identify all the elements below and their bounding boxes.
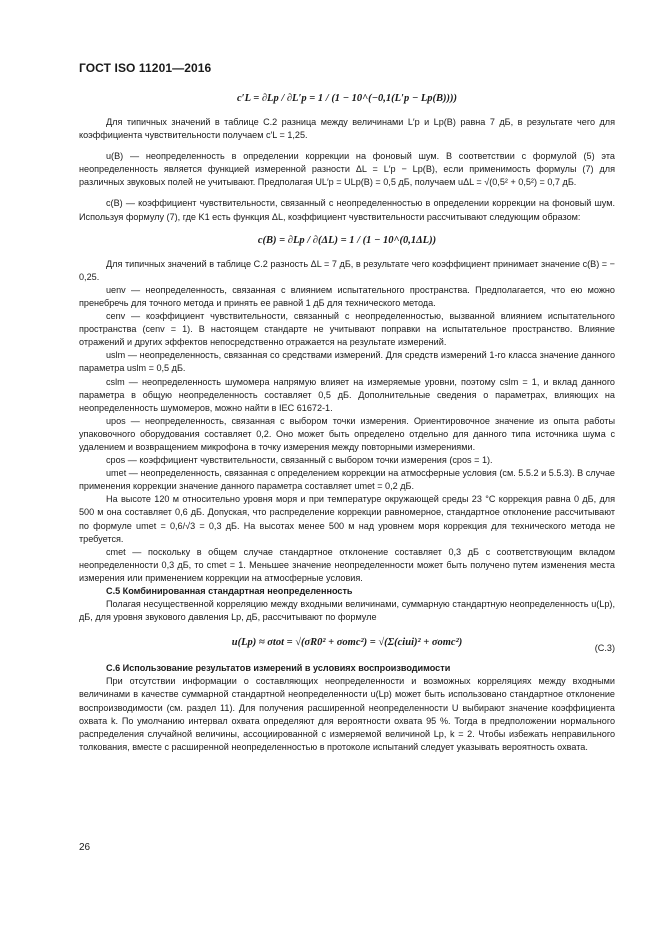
paragraph: cpos — коэффициент чувствительности, связанный с выбором точки измерения (cpos = 1). — [106, 455, 493, 466]
paragraph: cenv — коэффициент чувствительности, связанный с неопределенностью, вызванной влиянием испытательного пространства (cenv = 1). В настоящем стандарте не учитывают поправки на испытательное пространство. Влияние отражений и других эффектов непосредственно отражается на результате измерений. — [79, 311, 615, 348]
paragraph: cmet — поскольку в общем случае стандартное отклонение составляет 0,3 дБ с соответствующим вкладом неопределенности 0,3 дБ, то cmet = 1. Меньшее значение неопределенности может быть получено путем изменения места измерения или применением коррекции на атмосферные условия. — [79, 546, 615, 583]
formula-number: (С.3) — [594, 643, 615, 654]
paragraph: На высоте 120 м относительно уровня моря и при температуре окружающей среды 23 °C коррекция равна 0 дБ, для 500 м она составляет 0,6 дБ. Допуская, что распределение коррекции равномерное, стандартное отклонение рассчитывают по формуле umet = 0,6/√3 = 0,3 дБ. На высотах менее 500 м над уровнем моря коррекция для технического метода не требуется. — [79, 494, 615, 544]
paragraph: cslm — неопределенность шумомера напрямую влияет на измеряемые уровни, поэтому cslm = 1, и вклад данного параметра в общую неопределенность составляет 0,5 дБ. Дополнительные сведения о параметрах, влияющих на неопределенность шумомеров, можно найти в IEC 61672-1. — [79, 376, 615, 413]
formula-sensitivity-coefficient-b: c(B) = ∂Lp / ∂(ΔL) = 1 / (1 − 10^(0,1ΔL)) — [257, 234, 437, 246]
page-header: ГОСТ ISO 11201—2016 — [79, 61, 212, 75]
paragraph: Полагая несущественной корреляцию между входными величинами, суммарную стандартную неопределенность u(Lp), дБ, для уровня звукового давления Lp, дБ, рассчитывают по формуле — [79, 599, 615, 623]
formula-combined-uncertainty — [79, 636, 615, 654]
paragraph: uslm — неопределенность, связанная со средствами измерений. Для средств измерений 1-го класса значение данного параметра uslm = 0,5 дБ. — [79, 350, 615, 374]
paragraph: upos — неопределенность, связанная с выбором точки измерения. Ориентировочное значение из опыта работы упаковочного оборудования составляет 0,2. Оно может быть определено отдельно для данного типа источника шума с удалением и возвращением микрофона в точку измерения между повторными измерениями. — [79, 415, 615, 452]
paragraph: u(B) — неопределенность в определении коррекции на фоновый шум. В соответствии с формулой (5) эта неопределенность является функцией измеренной разности ΔL = L′p − Lp(B), если применимость формулы (7) для различных звуковых полей не учитывают. Предполагая UL′p = ULp(B) = 0,5 дБ, получаем uΔL = √(0,5² + 0,5²) = 0,7 дБ. — [79, 151, 615, 188]
formula-expression: u(Lp) ≈ σtot = √(σR0² + σomc²) = √(Σ(ciui)² + σomc²) — [231, 637, 463, 649]
page-number: 26 — [79, 842, 91, 853]
page-content — [79, 88, 615, 754]
section-heading: С.5 Комбинированная стандартная неопределенность — [106, 586, 353, 596]
formula-sensitivity-coefficient-l: c′L = ∂Lp / ∂L′p = 1 / (1 − 10^(−0,1(L′p − Lp(B)))) — [236, 93, 458, 104]
paragraph: При отсутствии информации о составляющих неопределенности и возможных корреляциях между входными величинами в качестве суммарной стандартной неопределенности u(Lp) может быть использовано стандартное отклонение воспроизводимости (см. раздел 11). Для получения расширенной неопределенности U выбирают значение коэффициента охвата k. По умолчанию интервал охвата определяют для вероятности охвата 95 %. Тогда в предположении нормального распределения случайной величины, ассоциированной с измеряемой величиной Lp, k = 2. Чтобы избежать неправильного толкования, вместе с расширенной неопределенностью в протоколе испытаний следует указывать вероятность охвата. — [79, 676, 615, 752]
section-heading: С.6 Использование результатов измерений в условиях воспроизводимости — [106, 663, 451, 674]
paragraph: Для типичных значений в таблице С.2 разница между величинами L′p и Lp(B) равна 7 дБ, в результате чего для коэффициента чувствительности получаем c′L = 1,25. — [79, 117, 615, 141]
paragraph: uenv — неопределенность, связанная с влиянием испытательного пространства. Предполагается, что ею можно пренебречь для точного метода и принять ее равной 1 дБ для технического метода. — [79, 284, 615, 308]
paragraph: c(B) — коэффициент чувствительности, связанный с неопределенностью в определении коррекции на фоновый шум. Используя формулу (7), где K1 есть функция ΔL, коэффициент чувствительности рассчитывают следующим образом: — [79, 198, 615, 222]
paragraph: umet — неопределенность, связанная с определением коррекции на атмосферные условия (см. 5.5.2 и 5.5.3). В случае применения коррекции значение данного параметра составляет umet = 0,2 дБ. — [79, 468, 615, 492]
paragraph: Для типичных значений в таблице С.2 разность ΔL = 7 дБ, в результате чего коэффициент принимает значение c(B) = − 0,25. — [79, 258, 615, 282]
